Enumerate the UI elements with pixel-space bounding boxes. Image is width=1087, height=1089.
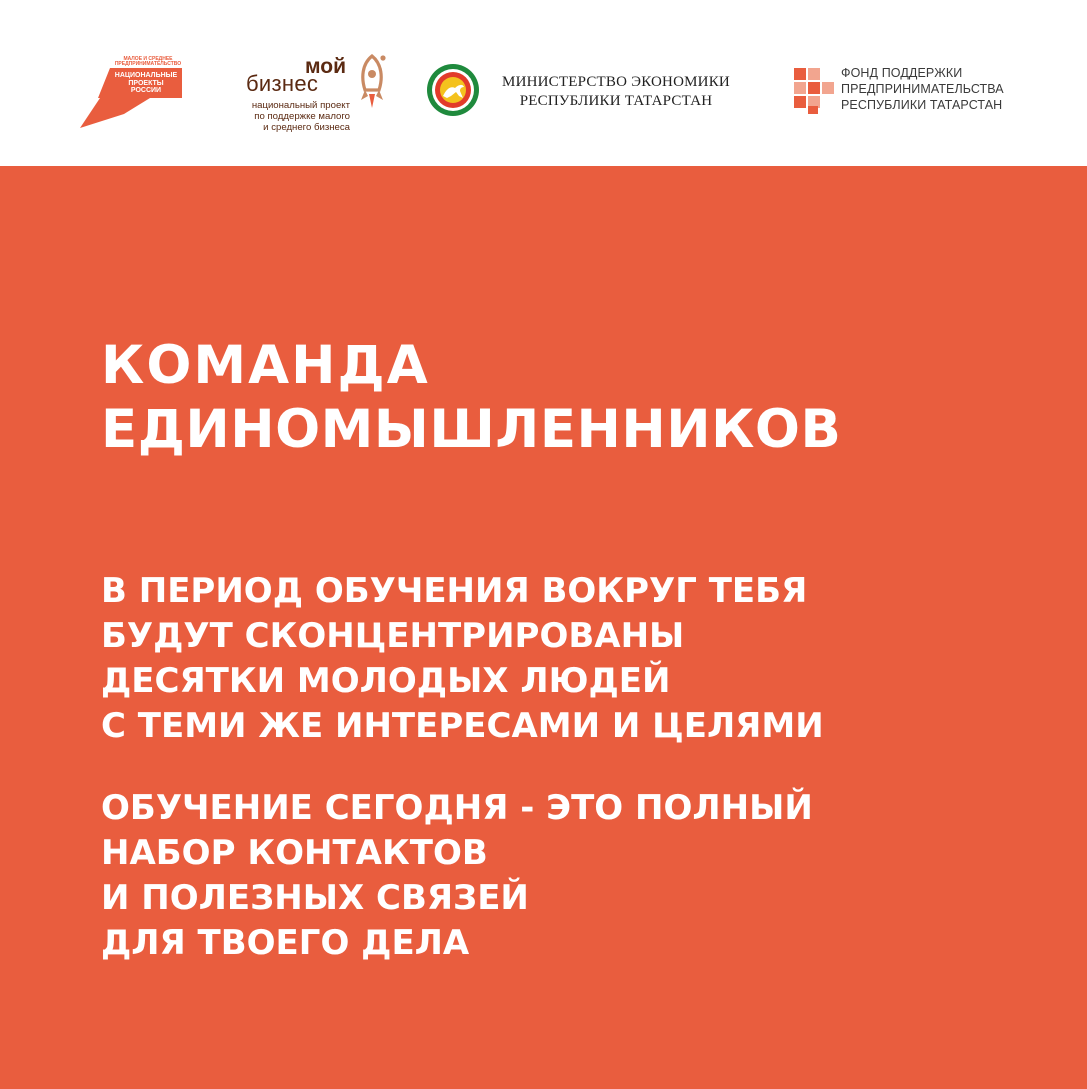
fund-name-line: ПРЕДПРИНИМАТЕЛЬСТВА [841, 82, 1004, 96]
body-paragraph-2 [101, 786, 813, 966]
np-big-line: НАЦИОНАЛЬНЫЕ [114, 72, 178, 79]
np-small-line: ПРЕДПРИНИМАТЕЛЬСТВО [114, 61, 182, 67]
moi-biznes-subtitle-line: и среднего бизнеса [263, 122, 350, 133]
moi-biznes-word1: мой [305, 55, 346, 78]
ministry-name-line: МИНИСТЕРСТВО ЭКОНОМИКИ [502, 74, 730, 90]
paragraph-line: ДЛЯ ТВОЕГО ДЕЛА [101, 923, 470, 963]
headline-line: КОМАНДА [101, 335, 430, 396]
ministry-logo [425, 60, 745, 122]
moi-biznes-subtitle-line: национальный проект [251, 100, 350, 111]
tatarstan-coat-of-arms-icon [425, 62, 481, 118]
paragraph-line: ОБУЧЕНИЕ СЕГОДНЯ - ЭТО ПОЛНЫЙ [101, 788, 813, 828]
np-big-line: РОССИИ [130, 87, 162, 94]
rocket-icon [352, 52, 392, 112]
fund-name [841, 65, 1004, 113]
body-paragraph-1 [101, 569, 824, 749]
paragraph-line: И ПОЛЕЗНЫХ СВЯЗЕЙ [101, 878, 529, 918]
paragraph-line: БУДУТ СКОНЦЕНТРИРОВАНЫ [101, 616, 685, 656]
national-projects-logo [78, 54, 182, 130]
national-projects-small-text [114, 57, 182, 67]
ministry-name [491, 73, 741, 111]
fund-name-line: РЕСПУБЛИКИ ТАТАРСТАН [841, 98, 1003, 112]
np-small-line: МАЛОЕ И СРЕДНЕЕ [123, 56, 173, 62]
national-projects-big-text [112, 72, 180, 95]
np-big-line: ПРОЕКТЫ [128, 79, 164, 87]
paragraph-line: С ТЕМИ ЖЕ ИНТЕРЕСАМИ И ЦЕЛЯМИ [101, 706, 824, 746]
support-fund-logo [792, 64, 1002, 120]
fund-cubes-icon [792, 66, 836, 116]
moi-biznes-logo [244, 52, 394, 138]
moi-biznes-subtitle-line: по поддержке малого [254, 111, 350, 122]
moi-biznes-subtitle [244, 100, 350, 133]
logo-header-bar [0, 0, 1087, 166]
paragraph-line: ДЕСЯТКИ МОЛОДЫХ ЛЮДЕЙ [101, 661, 671, 701]
headline-line: ЕДИНОМЫШЛЕННИКОВ [101, 399, 842, 460]
ministry-name-line: РЕСПУБЛИКИ ТАТАРСТАН [519, 93, 713, 109]
paragraph-line: В ПЕРИОД ОБУЧЕНИЯ ВОКРУГ ТЕБЯ [101, 571, 808, 611]
paragraph-line: НАБОР КОНТАКТОВ [101, 833, 488, 873]
fund-name-line: ФОНД ПОДДЕРЖКИ [841, 66, 963, 80]
moi-biznes-word2: бизнес [246, 71, 319, 96]
